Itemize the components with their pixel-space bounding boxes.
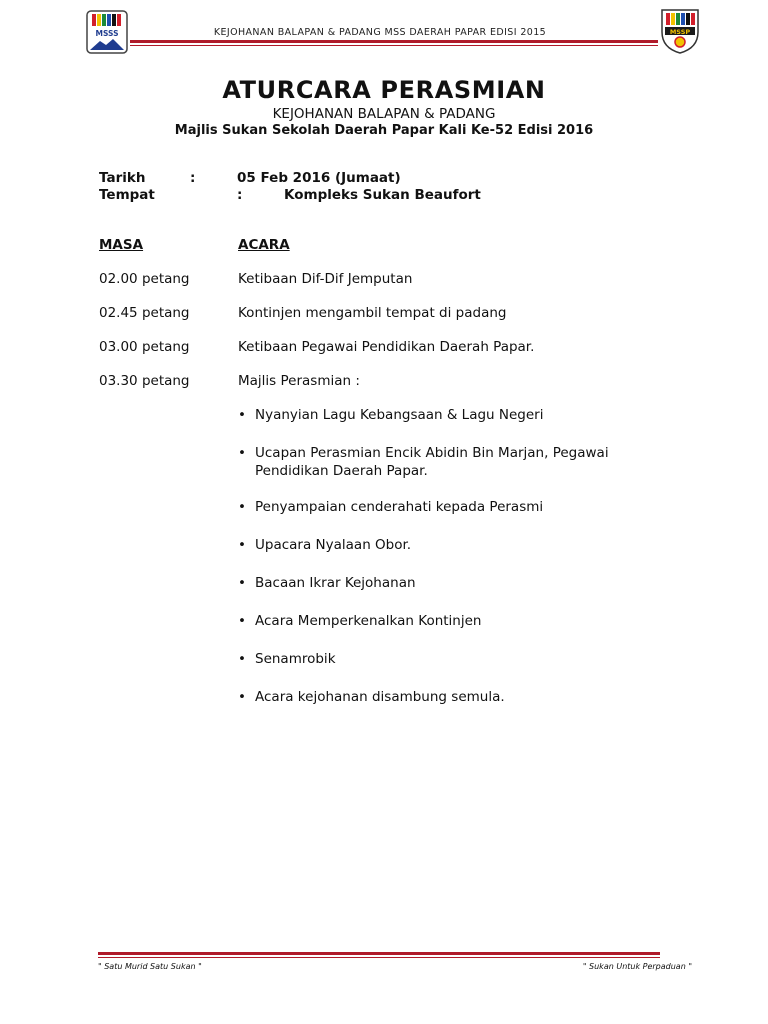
event-edition: Majlis Sukan Sekolah Daerah Papar Kali Ke-52 Edisi 2016 (174, 123, 594, 138)
date-label: Tarikh (99, 170, 146, 186)
bullet-icon: • (238, 537, 246, 553)
msss-logo (86, 10, 128, 54)
event-subtitle: KEJOHANAN BALAPAN & PADANG (272, 106, 496, 122)
bullet-icon: • (238, 499, 246, 515)
schedule-time: 02.45 petang (99, 305, 190, 321)
header-text: KEJOHANAN BALAPAN & PADANG MSS DAERAH PAPAR EDISI 2015 (213, 27, 547, 38)
bullet-icon: • (238, 651, 246, 667)
schedule-time: 03.00 petang (99, 339, 190, 355)
schedule-event: Kontinjen mengambil tempat di padang (238, 305, 507, 321)
schedule-event: Ketibaan Dif-Dif Jemputan (238, 271, 413, 287)
bullet-icon: • (238, 445, 246, 461)
column-header-event: ACARA (238, 237, 290, 253)
footer-motto-left: " Satu Murid Satu Sukan " (98, 962, 202, 971)
venue-label: Tempat (99, 187, 155, 203)
footer-rule (98, 952, 660, 958)
schedule-time: 03.30 petang (99, 373, 190, 389)
date-colon: : (190, 170, 196, 186)
bullet-icon: • (238, 407, 246, 423)
header-rule (130, 40, 658, 46)
bullet-icon: • (238, 613, 246, 629)
mssp-crest (660, 8, 700, 54)
svg-text:MSSS: MSSS (95, 29, 119, 38)
page-title: ATURCARA PERASMIAN (222, 76, 546, 104)
date-value: 05 Feb 2016 (Jumaat) (237, 170, 401, 186)
column-header-time: MASA (99, 237, 144, 253)
svg-text:MSSP: MSSP (669, 28, 691, 36)
schedule-time: 02.00 petang (99, 271, 190, 287)
footer-motto-right: " Sukan Untuk Perpaduan " (582, 962, 692, 971)
schedule-event: Majlis Perasmian : (238, 373, 360, 389)
schedule-event: Ketibaan Pegawai Pendidikan Daerah Papar. (238, 339, 535, 355)
bullet-icon: • (238, 689, 246, 705)
venue-colon: : (237, 187, 243, 203)
bullet-icon: • (238, 575, 246, 591)
venue-value: Kompleks Sukan Beaufort (284, 187, 481, 203)
